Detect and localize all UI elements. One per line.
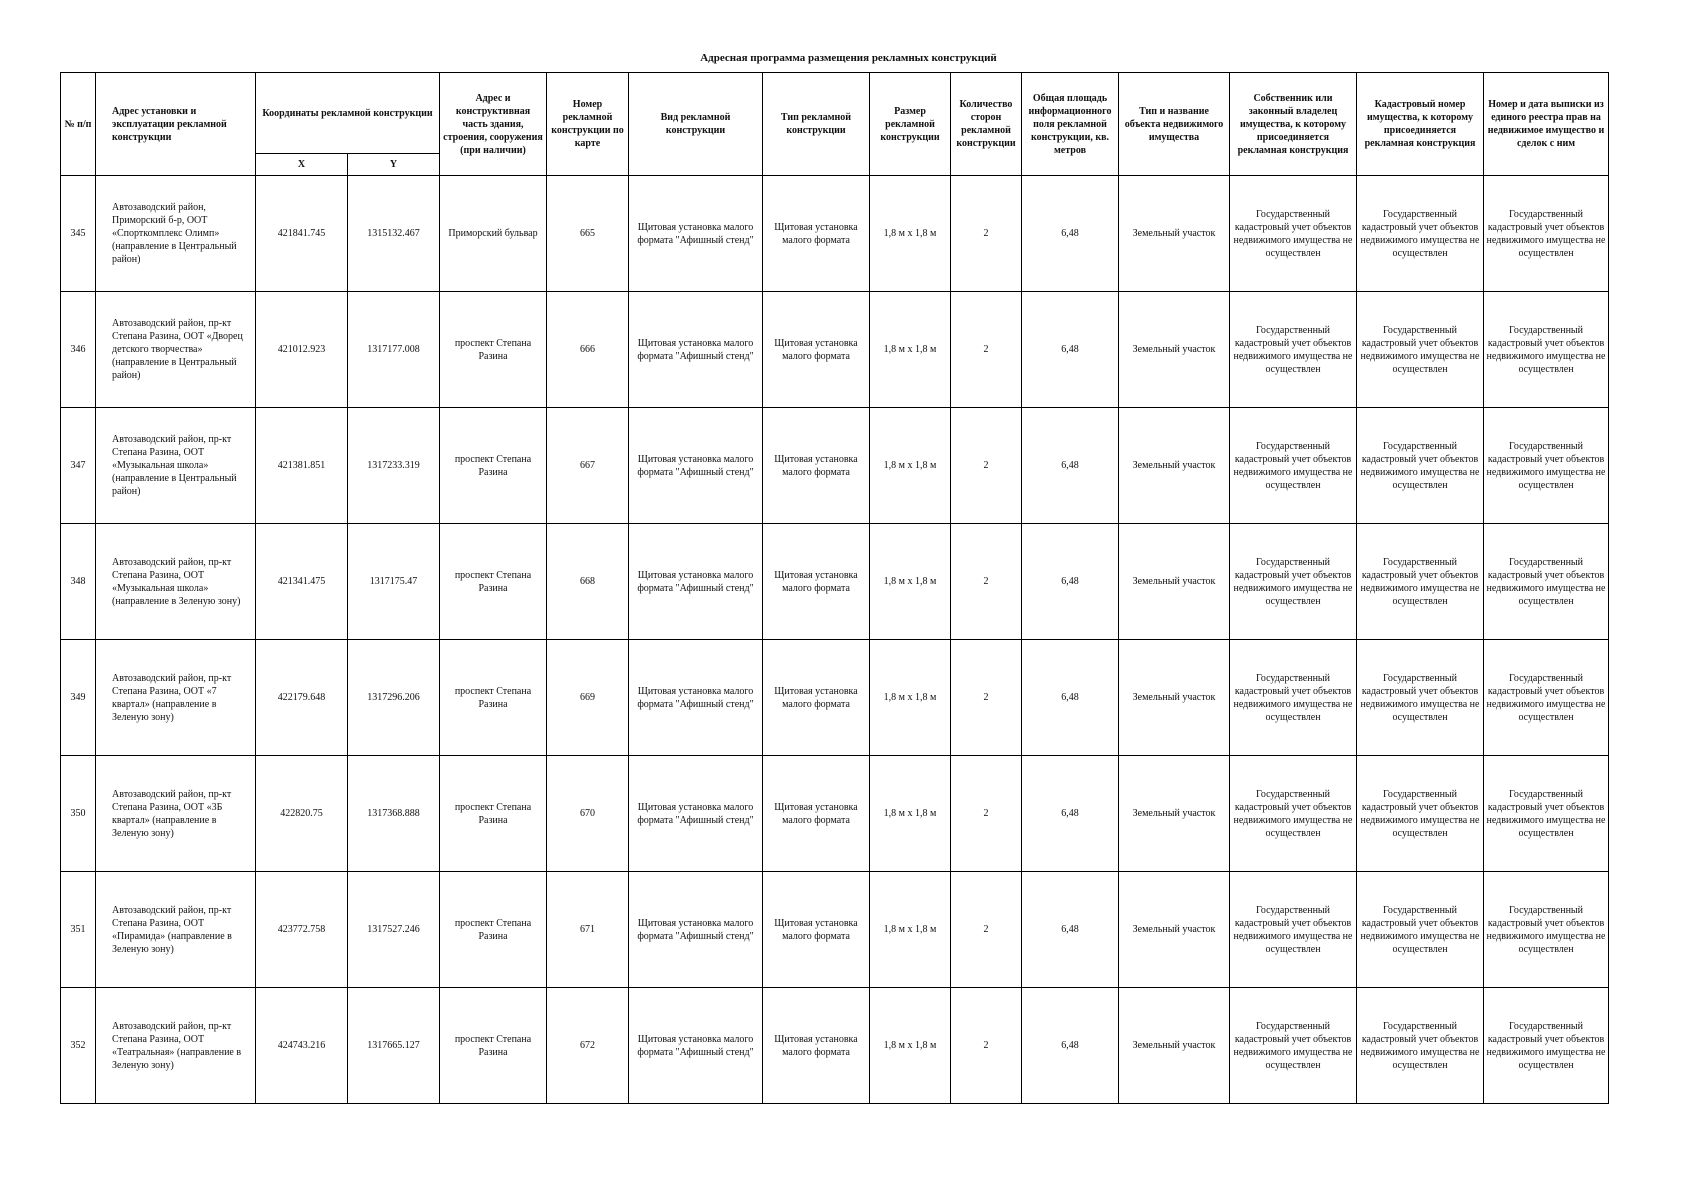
cell-map-number: 668 (547, 524, 629, 640)
cell-owner: Государственный кадастровый учет объектов недвижимого имущества не осуществлен (1230, 524, 1357, 640)
cell-area: 6,48 (1022, 756, 1119, 872)
cell-num: 349 (61, 640, 96, 756)
table-row (61, 176, 1609, 292)
cell-sides: 2 (951, 640, 1022, 756)
header-cadastral: Кадастровый номер имущества, к которому присоединяется рекламная конструкция (1357, 73, 1484, 176)
cell-sides: 2 (951, 292, 1022, 408)
cell-owner: Государственный кадастровый учет объектов недвижимого имущества не осуществлен (1230, 408, 1357, 524)
cell-kind: Щитовая установка малого формата "Афишный стенд" (629, 756, 763, 872)
cell-registry: Государственный кадастровый учет объектов недвижимого имущества не осуществлен (1484, 292, 1609, 408)
cell-address: Автозаводский район, пр-кт Степана Разина, ООТ «Музыкальная школа» (направление в Центральный район) (96, 408, 256, 524)
cell-building: проспект Степана Разина (440, 988, 547, 1104)
cell-size: 1,8 м х 1,8 м (870, 640, 951, 756)
cell-property-type: Земельный участок (1119, 176, 1230, 292)
cell-x: 421341.475 (256, 524, 348, 640)
cell-area: 6,48 (1022, 872, 1119, 988)
cell-sides: 2 (951, 756, 1022, 872)
cell-area: 6,48 (1022, 524, 1119, 640)
cell-registry: Государственный кадастровый учет объектов недвижимого имущества не осуществлен (1484, 640, 1609, 756)
cell-map-number: 665 (547, 176, 629, 292)
cell-num: 346 (61, 292, 96, 408)
cell-building: проспект Степана Разина (440, 640, 547, 756)
table-row (61, 292, 1609, 408)
cell-owner: Государственный кадастровый учет объектов недвижимого имущества не осуществлен (1230, 640, 1357, 756)
cell-sides: 2 (951, 872, 1022, 988)
page-title: Адресная программа размещения рекламных конструкций (700, 52, 997, 64)
cell-building: проспект Степана Разина (440, 292, 547, 408)
header-area: Общая площадь информационного поля рекламной конструкции, кв. метров (1022, 73, 1119, 176)
table-row (61, 872, 1609, 988)
cell-map-number: 669 (547, 640, 629, 756)
cell-building: проспект Степана Разина (440, 756, 547, 872)
header-row (61, 73, 1609, 154)
cell-address: Автозаводский район, пр-кт Степана Разина, ООТ «Театральная» (направление в Зеленую зону) (96, 988, 256, 1104)
advertising-structures-table (60, 72, 1609, 1104)
cell-x: 423772.758 (256, 872, 348, 988)
cell-type: Щитовая установка малого формата (763, 292, 870, 408)
cell-building: проспект Степана Разина (440, 872, 547, 988)
cell-property-type: Земельный участок (1119, 756, 1230, 872)
cell-property-type: Земельный участок (1119, 408, 1230, 524)
cell-y: 1317233.319 (348, 408, 440, 524)
cell-area: 6,48 (1022, 988, 1119, 1104)
cell-size: 1,8 м х 1,8 м (870, 408, 951, 524)
cell-kind: Щитовая установка малого формата "Афишный стенд" (629, 640, 763, 756)
cell-property-type: Земельный участок (1119, 872, 1230, 988)
cell-type: Щитовая установка малого формата (763, 176, 870, 292)
cell-size: 1,8 м х 1,8 м (870, 524, 951, 640)
table-row (61, 524, 1609, 640)
cell-map-number: 670 (547, 756, 629, 872)
cell-area: 6,48 (1022, 640, 1119, 756)
cell-registry: Государственный кадастровый учет объектов недвижимого имущества не осуществлен (1484, 756, 1609, 872)
cell-registry: Государственный кадастровый учет объектов недвижимого имущества не осуществлен (1484, 524, 1609, 640)
cell-type: Щитовая установка малого формата (763, 988, 870, 1104)
header-address: Адрес установки и эксплуатации рекламной конструкции (96, 73, 256, 176)
cell-x: 422179.648 (256, 640, 348, 756)
cell-size: 1,8 м х 1,8 м (870, 872, 951, 988)
header-building: Адрес и конструктивная часть здания, строения, сооружения (при наличии) (440, 73, 547, 176)
cell-map-number: 666 (547, 292, 629, 408)
table-row (61, 408, 1609, 524)
cell-cadastral: Государственный кадастровый учет объектов недвижимого имущества не осуществлен (1357, 176, 1484, 292)
cell-area: 6,48 (1022, 292, 1119, 408)
header-size: Размер рекламной конструкции (870, 73, 951, 176)
cell-map-number: 672 (547, 988, 629, 1104)
cell-x: 424743.216 (256, 988, 348, 1104)
cell-kind: Щитовая установка малого формата "Афишный стенд" (629, 292, 763, 408)
cell-address: Автозаводский район, пр-кт Степана Разина, ООТ «3Б квартал» (направление в Зеленую зону) (96, 756, 256, 872)
cell-owner: Государственный кадастровый учет объектов недвижимого имущества не осуществлен (1230, 988, 1357, 1104)
cell-size: 1,8 м х 1,8 м (870, 988, 951, 1104)
cell-num: 350 (61, 756, 96, 872)
cell-address: Автозаводский район, пр-кт Степана Разина, ООТ «Дворец детского творчества» (направление в Центральный район) (96, 292, 256, 408)
cell-x: 422820.75 (256, 756, 348, 872)
cell-kind: Щитовая установка малого формата "Афишный стенд" (629, 524, 763, 640)
cell-x: 421381.851 (256, 408, 348, 524)
cell-y: 1317665.127 (348, 988, 440, 1104)
header-property-type: Тип и название объекта недвижимого имущества (1119, 73, 1230, 176)
cell-y: 1317177.008 (348, 292, 440, 408)
cell-num: 352 (61, 988, 96, 1104)
cell-type: Щитовая установка малого формата (763, 756, 870, 872)
cell-sides: 2 (951, 408, 1022, 524)
header-num: № п/п (61, 73, 96, 176)
cell-sides: 2 (951, 176, 1022, 292)
cell-area: 6,48 (1022, 176, 1119, 292)
header-map-number: Номер рекламной конструкции по карте (547, 73, 629, 176)
cell-sides: 2 (951, 988, 1022, 1104)
cell-kind: Щитовая установка малого формата "Афишный стенд" (629, 408, 763, 524)
cell-address: Автозаводский район, Приморский б-р, ООТ «Спорткомплекс Олимп» (направление в Центральный район) (96, 176, 256, 292)
header-kind: Вид рекламной конструкции (629, 73, 763, 176)
cell-sides: 2 (951, 524, 1022, 640)
header-x: X (256, 154, 348, 176)
cell-type: Щитовая установка малого формата (763, 640, 870, 756)
cell-size: 1,8 м х 1,8 м (870, 292, 951, 408)
cell-num: 351 (61, 872, 96, 988)
cell-cadastral: Государственный кадастровый учет объектов недвижимого имущества не осуществлен (1357, 640, 1484, 756)
cell-cadastral: Государственный кадастровый учет объектов недвижимого имущества не осуществлен (1357, 988, 1484, 1104)
table-row (61, 756, 1609, 872)
cell-owner: Государственный кадастровый учет объектов недвижимого имущества не осуществлен (1230, 756, 1357, 872)
cell-cadastral: Государственный кадастровый учет объектов недвижимого имущества не осуществлен (1357, 524, 1484, 640)
cell-owner: Государственный кадастровый учет объектов недвижимого имущества не осуществлен (1230, 176, 1357, 292)
cell-type: Щитовая установка малого формата (763, 872, 870, 988)
header-owner: Собственник или законный владелец имущества, к которому присоединяется рекламная конструкция (1230, 73, 1357, 176)
cell-x: 421841.745 (256, 176, 348, 292)
table-row (61, 988, 1609, 1104)
cell-property-type: Земельный участок (1119, 640, 1230, 756)
table-row (61, 640, 1609, 756)
cell-size: 1,8 м х 1,8 м (870, 756, 951, 872)
cell-building: проспект Степана Разина (440, 524, 547, 640)
cell-kind: Щитовая установка малого формата "Афишный стенд" (629, 872, 763, 988)
cell-cadastral: Государственный кадастровый учет объектов недвижимого имущества не осуществлен (1357, 756, 1484, 872)
cell-map-number: 667 (547, 408, 629, 524)
cell-size: 1,8 м х 1,8 м (870, 176, 951, 292)
header-registry: Номер и дата выписки из единого реестра прав на недвижимое имущество и сделок с ним (1484, 73, 1609, 176)
cell-owner: Государственный кадастровый учет объектов недвижимого имущества не осуществлен (1230, 872, 1357, 988)
cell-area: 6,48 (1022, 408, 1119, 524)
cell-kind: Щитовая установка малого формата "Афишный стенд" (629, 176, 763, 292)
cell-type: Щитовая установка малого формата (763, 524, 870, 640)
cell-cadastral: Государственный кадастровый учет объектов недвижимого имущества не осуществлен (1357, 872, 1484, 988)
cell-y: 1317175.47 (348, 524, 440, 640)
cell-num: 347 (61, 408, 96, 524)
cell-x: 421012.923 (256, 292, 348, 408)
header-coords: Координаты рекламной конструкции (256, 73, 440, 154)
cell-kind: Щитовая установка малого формата "Афишный стенд" (629, 988, 763, 1104)
cell-registry: Государственный кадастровый учет объектов недвижимого имущества не осуществлен (1484, 872, 1609, 988)
cell-cadastral: Государственный кадастровый учет объектов недвижимого имущества не осуществлен (1357, 292, 1484, 408)
cell-address: Автозаводский район, пр-кт Степана Разина, ООТ «7 квартал» (направление в Зеленую зону) (96, 640, 256, 756)
cell-registry: Государственный кадастровый учет объектов недвижимого имущества не осуществлен (1484, 408, 1609, 524)
cell-property-type: Земельный участок (1119, 988, 1230, 1104)
cell-num: 345 (61, 176, 96, 292)
cell-y: 1317296.206 (348, 640, 440, 756)
header-sides: Количество сторон рекламной конструкции (951, 73, 1022, 176)
header-type: Тип рекламной конструкции (763, 73, 870, 176)
cell-owner: Государственный кадастровый учет объектов недвижимого имущества не осуществлен (1230, 292, 1357, 408)
cell-y: 1315132.467 (348, 176, 440, 292)
cell-cadastral: Государственный кадастровый учет объектов недвижимого имущества не осуществлен (1357, 408, 1484, 524)
cell-registry: Государственный кадастровый учет объектов недвижимого имущества не осуществлен (1484, 176, 1609, 292)
cell-y: 1317527.246 (348, 872, 440, 988)
cell-property-type: Земельный участок (1119, 292, 1230, 408)
cell-num: 348 (61, 524, 96, 640)
cell-address: Автозаводский район, пр-кт Степана Разина, ООТ «Музыкальная школа» (направление в Зеленую зону) (96, 524, 256, 640)
cell-property-type: Земельный участок (1119, 524, 1230, 640)
cell-map-number: 671 (547, 872, 629, 988)
cell-address: Автозаводский район, пр-кт Степана Разина, ООТ «Пирамида» (направление в Зеленую зону) (96, 872, 256, 988)
cell-building: проспект Степана Разина (440, 408, 547, 524)
cell-type: Щитовая установка малого формата (763, 408, 870, 524)
cell-registry: Государственный кадастровый учет объектов недвижимого имущества не осуществлен (1484, 988, 1609, 1104)
header-y: Y (348, 154, 440, 176)
cell-y: 1317368.888 (348, 756, 440, 872)
cell-building: Приморский бульвар (440, 176, 547, 292)
